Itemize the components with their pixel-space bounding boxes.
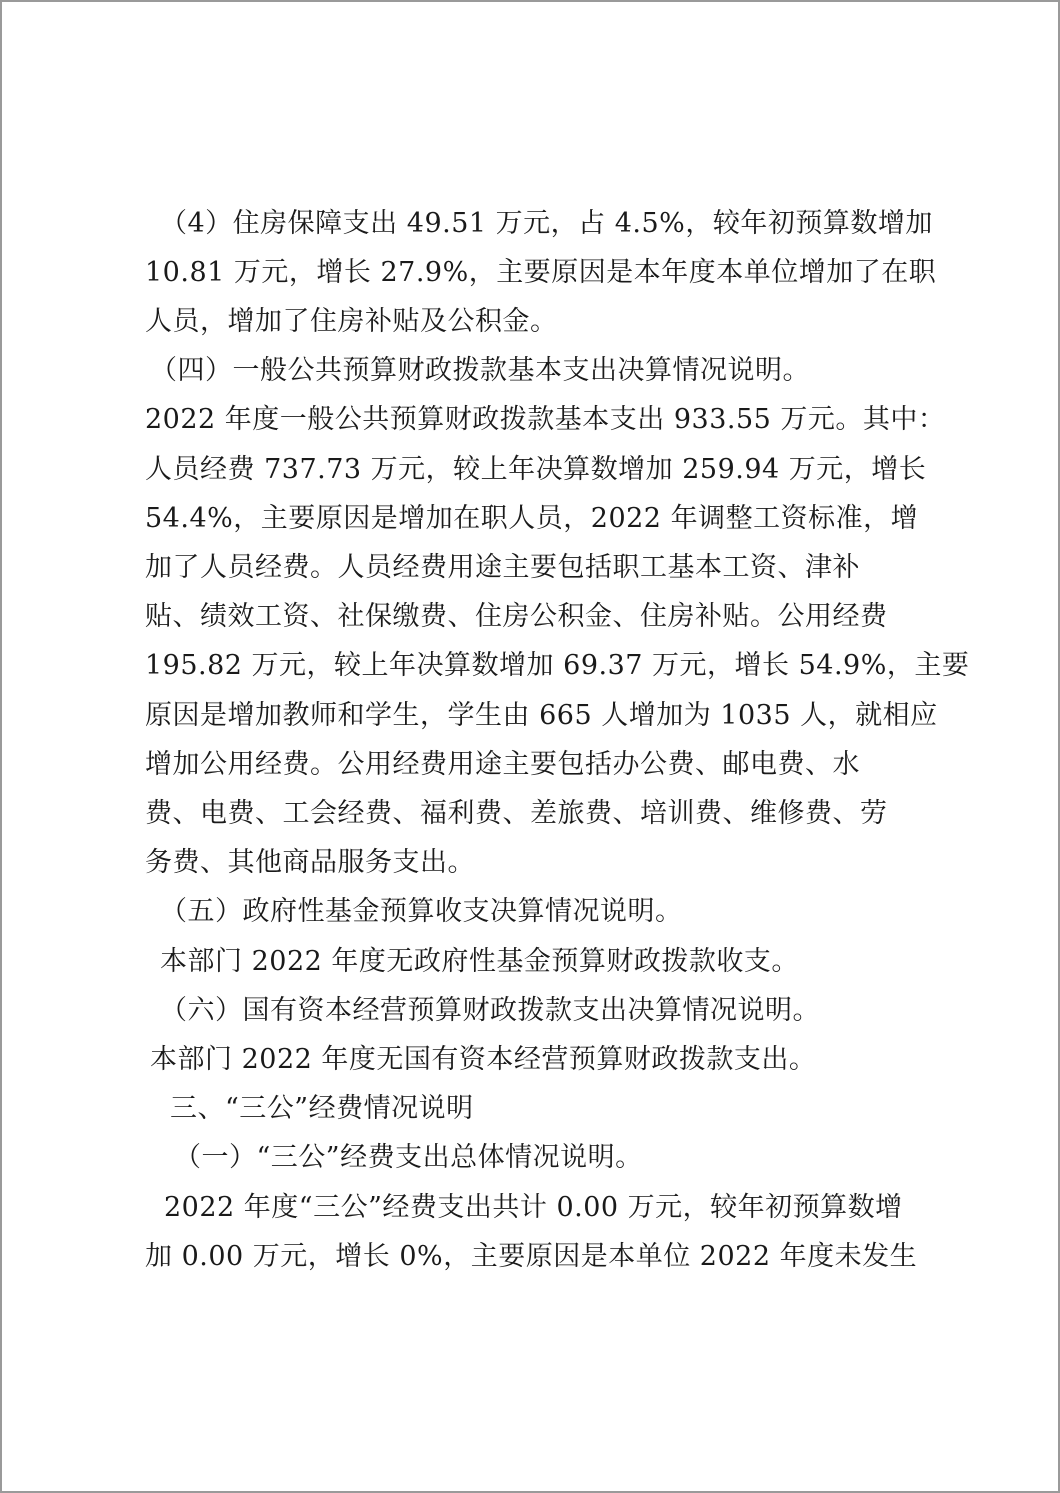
text-line: 原因是增加教师和学生，学生由 665 人增加为 1035 人，就相应 [145,700,938,731]
text-line: 人员经费 737.73 万元，较上年决算数增加 259.94 万元，增长 [145,454,927,485]
text-line: 本部门 2022 年度无政府性基金预算财政拨款收支。 [160,946,799,977]
text-line: 加了人员经费。人员经费用途主要包括职工基本工资、津补 [145,552,860,583]
text-line: （4）住房保障支出 49.51 万元，占 4.5%，较年初预算数增加 [160,208,933,239]
section-heading: （四）一般公共预算财政拨款基本支出决算情况说明。 [150,355,810,386]
text-line: 人员，增加了住房补贴及公积金。 [145,306,558,337]
section-heading: 三、“三公”经费情况说明 [170,1093,474,1124]
text-line: 增加公用经费。公用经费用途主要包括办公费、邮电费、水 [145,749,860,780]
section-heading: （五）政府性基金预算收支决算情况说明。 [160,896,683,927]
text-line: 2022 年度“三公”经费支出共计 0.00 万元，较年初预算数增 [164,1192,903,1223]
section-heading: （一）“三公”经费支出总体情况说明。 [174,1142,643,1173]
text-line: 贴、绩效工资、社保缴费、住房公积金、住房补贴。公用经费 [145,601,888,632]
text-line: 费、电费、工会经费、福利费、差旅费、培训费、维修费、劳 [145,798,888,829]
text-line: 54.4%，主要原因是增加在职人员，2022 年调整工资标准，增 [145,503,919,534]
text-line: 务费、其他商品服务支出。 [145,847,475,878]
section-heading: （六）国有资本经营预算财政拨款支出决算情况说明。 [160,995,820,1026]
text-line: 加 0.00 万元，增长 0%，主要原因是本单位 2022 年度未发生 [145,1241,918,1272]
text-line: 2022 年度一般公共预算财政拨款基本支出 933.55 万元。其中： [145,404,946,435]
text-line: 10.81 万元，增长 27.9%，主要原因是本年度本单位增加了在职 [145,257,937,288]
text-line: 本部门 2022 年度无国有资本经营预算财政拨款支出。 [150,1044,817,1075]
text-line: 195.82 万元，较上年决算数增加 69.37 万元，增长 54.9%，主要 [145,650,970,681]
